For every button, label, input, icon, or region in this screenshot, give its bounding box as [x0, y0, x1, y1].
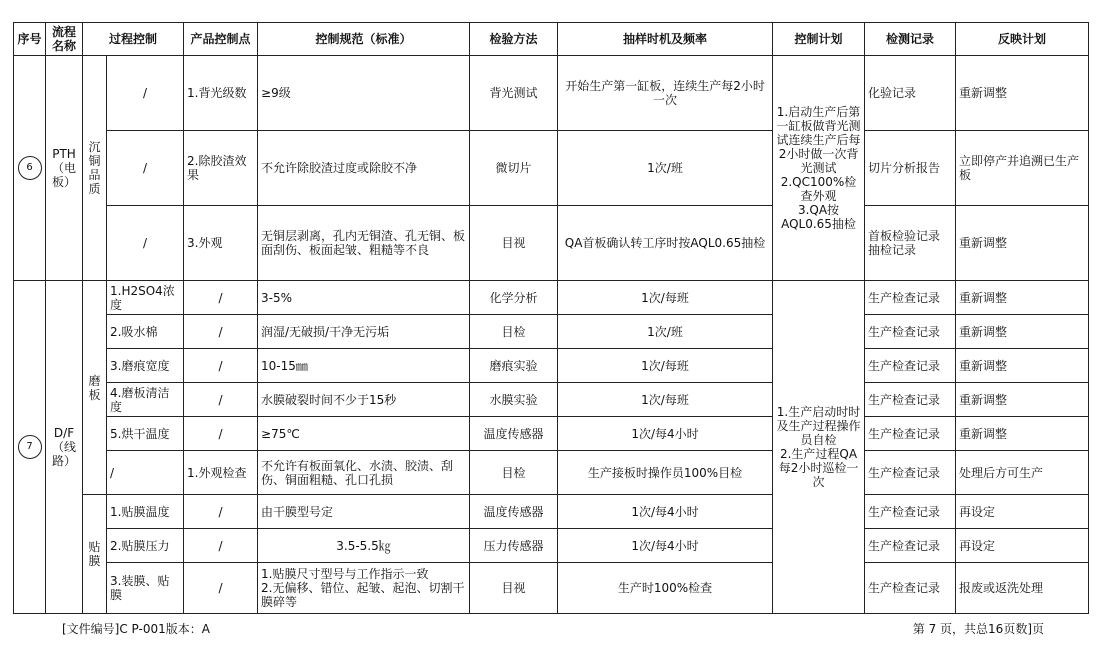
product-point-cell: /: [184, 281, 258, 315]
product-point-cell: /: [184, 315, 258, 349]
method-cell: 水膜实验: [470, 383, 558, 417]
param-cell: 2.吸水棉: [107, 315, 184, 349]
record-cell: 生产检查记录: [865, 529, 956, 563]
table-row: [14, 349, 1089, 383]
record-cell: 生产检查记录: [865, 315, 956, 349]
spec-cell: 不允许除胶渣过度或除胶不净: [258, 131, 470, 206]
spec-cell: 3-5%: [258, 281, 470, 315]
table-row: [14, 495, 1089, 529]
footer-doc-number: [文件编号]C P-001版本：A: [62, 622, 210, 636]
spec-cell: 1.贴膜尺寸型号与工作指示一致 2.无偏移、错位、起皱、起泡、切割干膜碎等: [258, 563, 470, 614]
spec-cell: 水膜破裂时间不少于15秒: [258, 383, 470, 417]
reaction-cell: 立即停产并追溯已生产板: [956, 131, 1089, 206]
spec-cell: ≥9级: [258, 56, 470, 131]
record-cell: 生产检查记录: [865, 349, 956, 383]
record-cell: 生产检查记录: [865, 451, 956, 495]
header-sampling: 抽样时机及频率: [558, 23, 773, 56]
header-process-name: 流程名称: [46, 23, 83, 56]
reaction-cell: 重新调整: [956, 315, 1089, 349]
product-point-cell: /: [184, 529, 258, 563]
table-row: [14, 281, 1089, 315]
table-row: [14, 563, 1089, 614]
header-process-control: 过程控制: [83, 23, 184, 56]
header-method: 检验方法: [470, 23, 558, 56]
product-point-cell: 1.背光级数: [184, 56, 258, 131]
method-cell: 化学分析: [470, 281, 558, 315]
method-cell: 背光测试: [470, 56, 558, 131]
reaction-cell: 重新调整: [956, 417, 1089, 451]
reaction-cell: 再设定: [956, 529, 1089, 563]
sampling-cell: 1次/每班: [558, 349, 773, 383]
table-row: [14, 451, 1089, 495]
table-row: [14, 529, 1089, 563]
sampling-cell: 1次/每4小时: [558, 417, 773, 451]
record-cell: 生产检查记录: [865, 563, 956, 614]
product-point-cell: /: [184, 349, 258, 383]
method-cell: 压力传感器: [470, 529, 558, 563]
reaction-cell: 重新调整: [956, 349, 1089, 383]
sampling-cell: 1次/每4小时: [558, 495, 773, 529]
spec-cell: 3.5-5.5㎏: [258, 529, 470, 563]
reaction-cell: 重新调整: [956, 383, 1089, 417]
record-cell: 生产检查记录: [865, 495, 956, 529]
record-cell: 生产检查记录: [865, 281, 956, 315]
method-cell: 微切片: [470, 131, 558, 206]
header-plan: 控制计划: [773, 23, 865, 56]
param-cell: /: [107, 56, 184, 131]
header-record: 检测记录: [865, 23, 956, 56]
product-point-cell: /: [184, 495, 258, 529]
seq-cell: [14, 281, 46, 614]
record-cell: 生产检查记录: [865, 383, 956, 417]
spec-cell: 润湿/无破损/干净无污垢: [258, 315, 470, 349]
product-point-cell: 2.除胶渣效果: [184, 131, 258, 206]
header-row: [14, 23, 1089, 56]
product-point-cell: 3.外观: [184, 206, 258, 281]
product-point-cell: 1.外观检查: [184, 451, 258, 495]
sampling-cell: 1次/班: [558, 315, 773, 349]
sampling-cell: 生产时100%检查: [558, 563, 773, 614]
header-product-point: 产品控制点: [184, 23, 258, 56]
param-cell: /: [107, 206, 184, 281]
reaction-cell: 报废或返洗处理: [956, 563, 1089, 614]
process-name-cell: PTH（电板）: [46, 56, 83, 281]
table-row: [14, 383, 1089, 417]
param-cell: 5.烘干温度: [107, 417, 184, 451]
param-cell: 3.磨痕宽度: [107, 349, 184, 383]
footer-page-number: 第 7 页，共总16页数]页: [912, 622, 1044, 636]
sub-process-cell: 沉铜品质: [83, 56, 107, 281]
sampling-cell: 1次/班: [558, 131, 773, 206]
sub-process-cell: 贴膜: [83, 495, 107, 614]
reaction-cell: 重新调整: [956, 281, 1089, 315]
table-row: [14, 56, 1089, 131]
sampling-cell: 1次/每4小时: [558, 529, 773, 563]
param-cell: 1.H2SO4浓度: [107, 281, 184, 315]
method-cell: 目视: [470, 206, 558, 281]
reaction-cell: 处理后方可生产: [956, 451, 1089, 495]
sampling-cell: 1次/每班: [558, 281, 773, 315]
control-plan-cell: 1.生产启动时时及生产过程操作员自检 2.生产过程QA每2小时巡检一次: [773, 281, 865, 614]
spec-cell: 不允许有板面氧化、水渍、胶渍、刮伤、铜面粗糙、孔口孔损: [258, 451, 470, 495]
sub-process-cell: 磨板: [83, 281, 107, 495]
process-name-cell: D/F（线路）: [46, 281, 83, 614]
record-cell: 化验记录: [865, 56, 956, 131]
method-cell: 温度传感器: [470, 417, 558, 451]
method-cell: 磨痕实验: [470, 349, 558, 383]
method-cell: 目视: [470, 563, 558, 614]
header-spec: 控制规范（标准）: [258, 23, 470, 56]
record-cell: 首板检验记录 抽检记录: [865, 206, 956, 281]
product-point-cell: /: [184, 383, 258, 417]
control-plan-table: [13, 22, 1089, 614]
reaction-cell: 再设定: [956, 495, 1089, 529]
param-cell: /: [107, 451, 184, 495]
sampling-cell: QA首板确认转工序时按AQL0.65抽检: [558, 206, 773, 281]
spec-cell: 无铜层剥离，孔内无铜渣、孔无铜、板面刮伤、板面起皱、粗糙等不良: [258, 206, 470, 281]
header-reaction: 反映计划: [956, 23, 1089, 56]
table-row: [14, 131, 1089, 206]
reaction-cell: 重新调整: [956, 206, 1089, 281]
control-plan-cell: 1.启动生产后第一缸板做背光测试连续生产后每2小时做一次背光测试 2.QC100%检查外观 3.QA按AQL0.65抽检: [773, 56, 865, 281]
param-cell: 3.装膜、贴膜: [107, 563, 184, 614]
reaction-cell: 重新调整: [956, 56, 1089, 131]
table-row: [14, 417, 1089, 451]
seq-number-circle: 7: [18, 435, 42, 459]
spec-cell: ≥75℃: [258, 417, 470, 451]
seq-cell: [14, 56, 46, 281]
table-row: [14, 206, 1089, 281]
product-point-cell: /: [184, 417, 258, 451]
spec-cell: 由干膜型号定: [258, 495, 470, 529]
sampling-cell: 1次/每班: [558, 383, 773, 417]
param-cell: /: [107, 131, 184, 206]
method-cell: 目检: [470, 315, 558, 349]
spec-cell: 10-15㎜: [258, 349, 470, 383]
param-cell: 2.贴膜压力: [107, 529, 184, 563]
method-cell: 温度传感器: [470, 495, 558, 529]
header-seq: 序号: [14, 23, 46, 56]
record-cell: 切片分析报告: [865, 131, 956, 206]
param-cell: 4.磨板清洁度: [107, 383, 184, 417]
product-point-cell: /: [184, 563, 258, 614]
table-row: [14, 315, 1089, 349]
record-cell: 生产检查记录: [865, 417, 956, 451]
method-cell: 目检: [470, 451, 558, 495]
sampling-cell: 开始生产第一缸板，连续生产每2小时一次: [558, 56, 773, 131]
sampling-cell: 生产接板时操作员100%目检: [558, 451, 773, 495]
param-cell: 1.贴膜温度: [107, 495, 184, 529]
seq-number-circle: 6: [18, 156, 42, 180]
